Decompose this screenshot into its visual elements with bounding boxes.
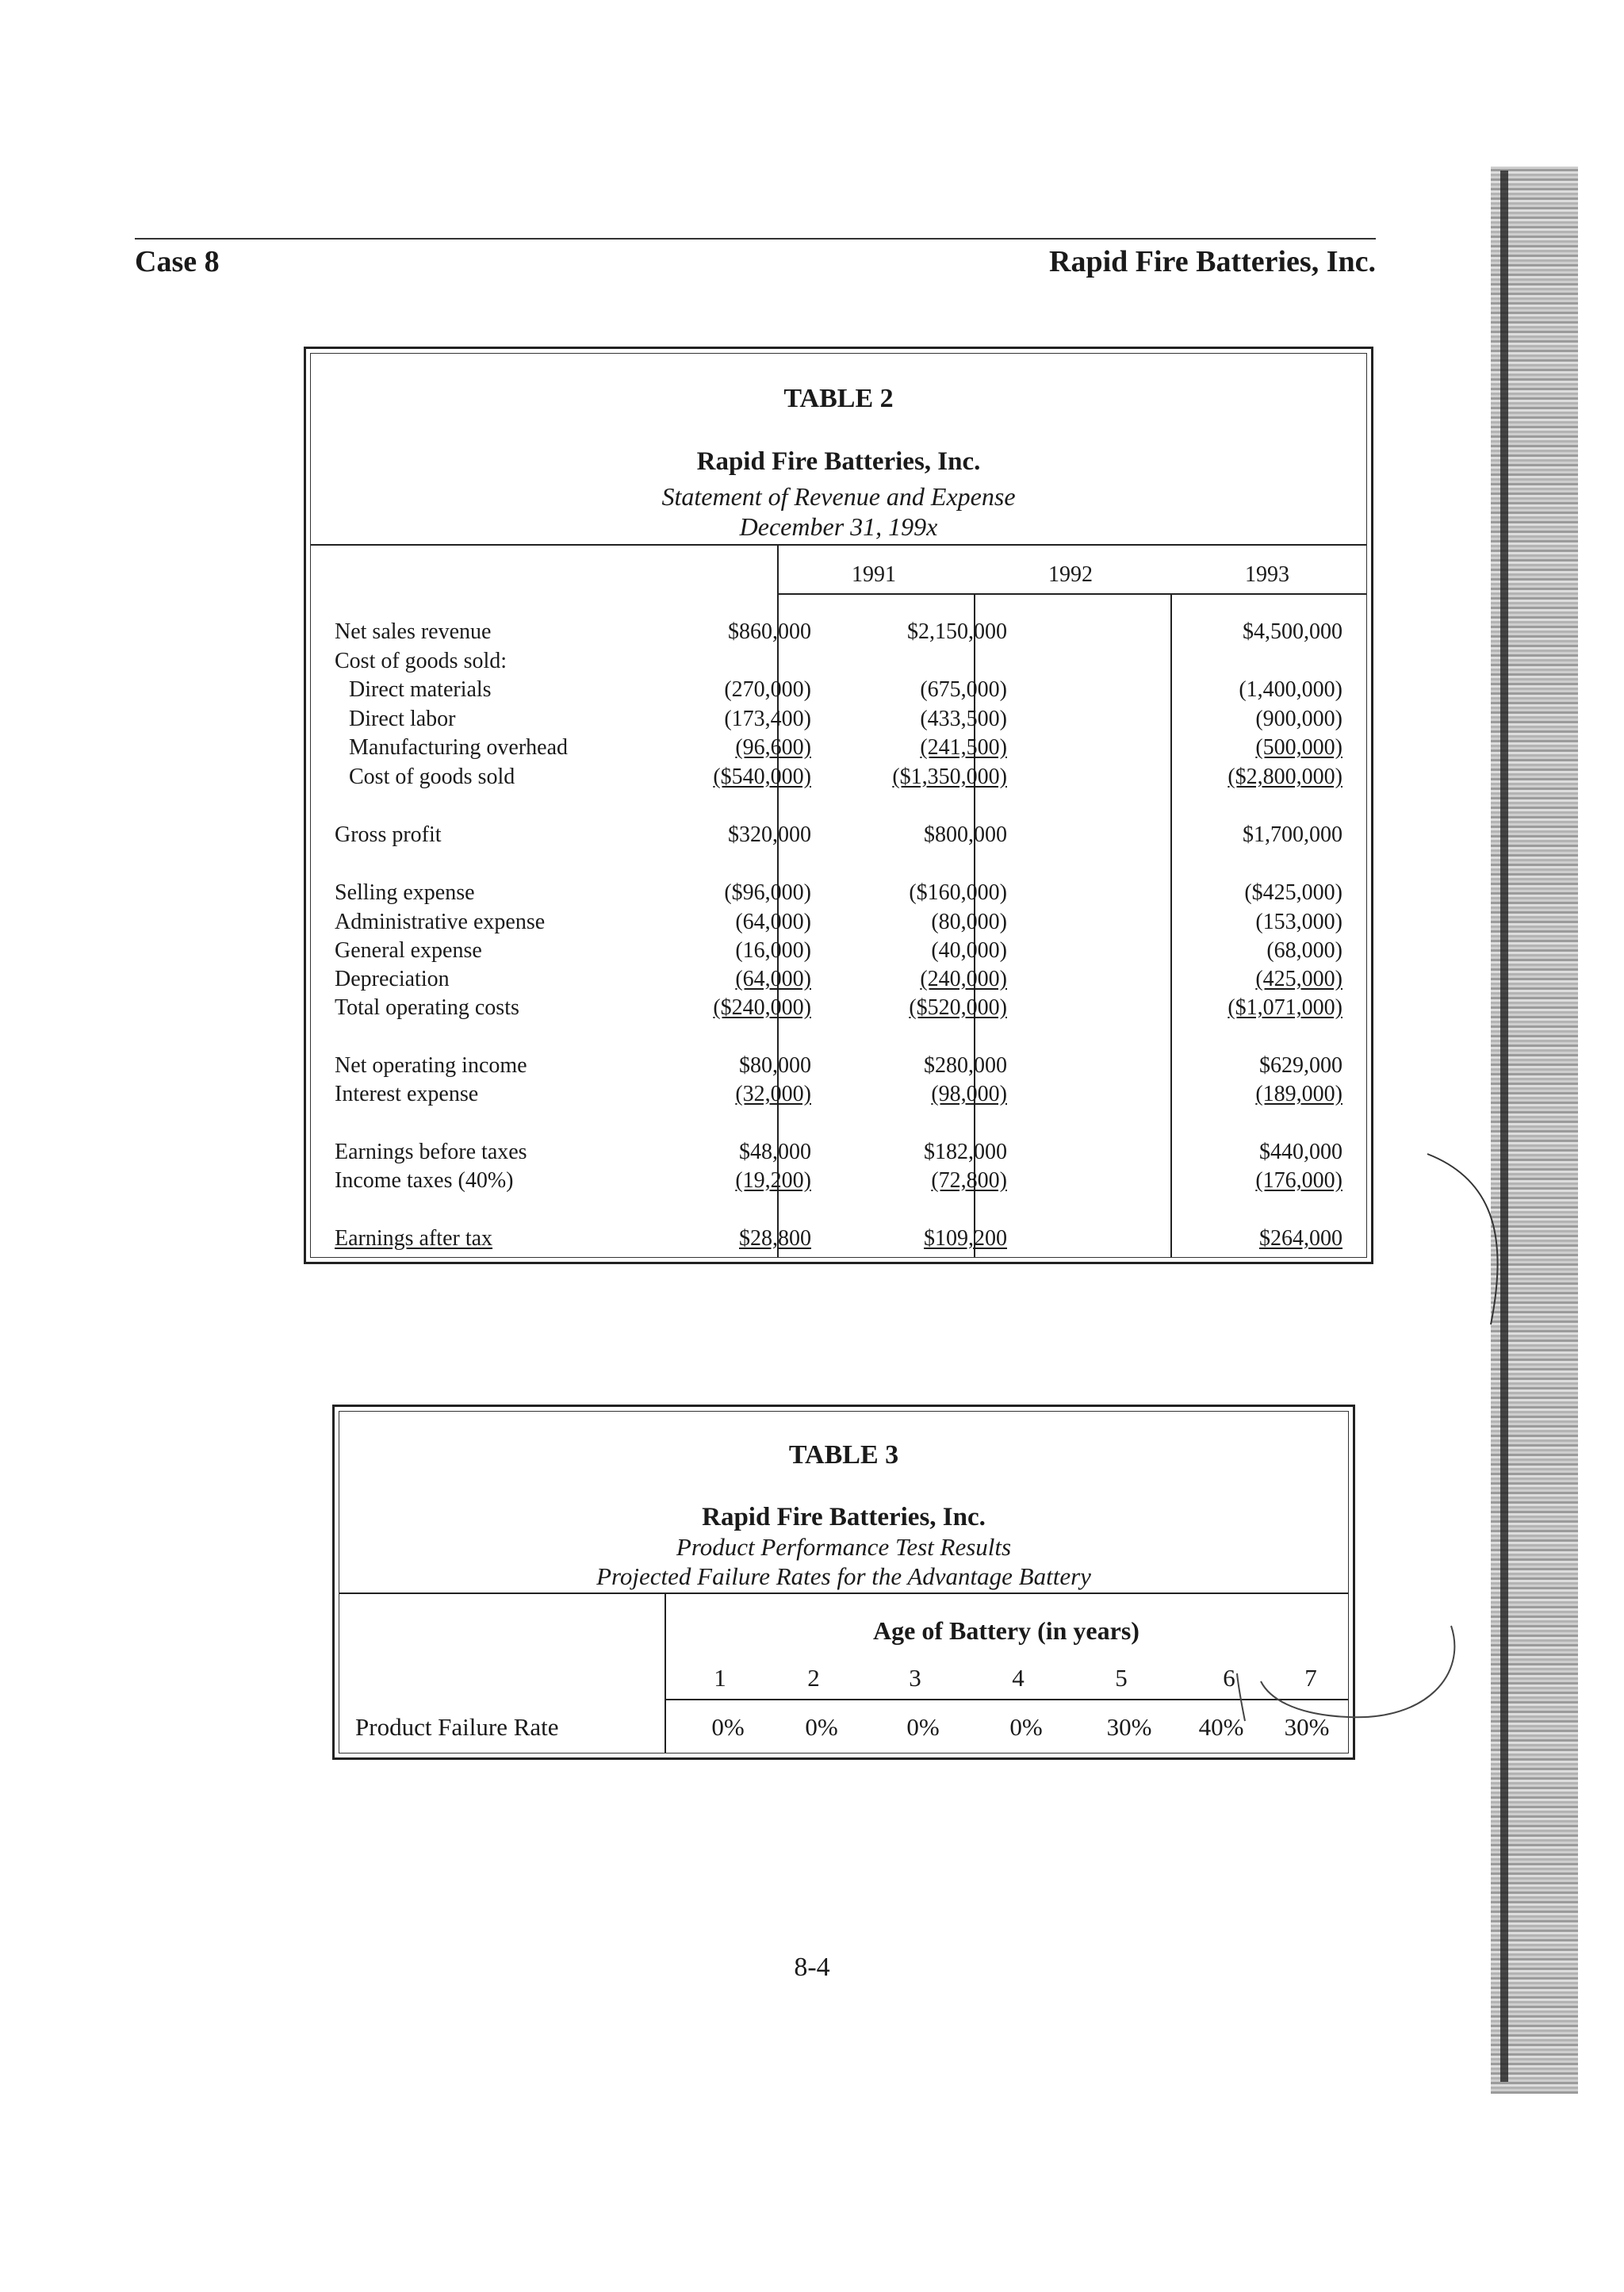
cell-1992: (40,000) [931, 938, 1007, 963]
table-2-inner-frame [310, 353, 1367, 1258]
row-label: Direct labor [349, 707, 456, 731]
table-2 [304, 347, 1373, 1264]
table-2-title: TABLE 2 [783, 384, 894, 413]
cell-1992: (433,500) [920, 707, 1007, 731]
cell-1993: (176,000) [1255, 1168, 1342, 1193]
cell-1993: $440,000 [1259, 1140, 1342, 1164]
cell-1992: $109,200 [924, 1226, 1007, 1251]
cell-1991: $80,000 [739, 1053, 811, 1078]
cell-1991: (19,200) [735, 1168, 811, 1193]
pen-mark [1189, 1150, 1522, 1848]
cell-1992: $2,150,000 [907, 619, 1007, 644]
cell-1991: ($240,000) [713, 995, 811, 1020]
row-label: Cost of goods sold: [335, 649, 508, 673]
table-2-year-header: 1992 [1048, 562, 1093, 587]
row-label: Manufacturing overhead [349, 735, 568, 760]
table-3-row-label: Product Failure Rate [355, 1713, 559, 1741]
failure-rate-cell: 0% [805, 1713, 838, 1741]
cell-1992: ($160,000) [909, 880, 1007, 905]
cell-1993: (900,000) [1255, 707, 1342, 731]
table-2-year-header: 1991 [852, 562, 896, 587]
cell-1993: $4,500,000 [1243, 619, 1342, 644]
cell-1993: (500,000) [1255, 735, 1342, 760]
table-2-year-header: 1993 [1245, 562, 1289, 587]
cell-1993: (68,000) [1266, 938, 1342, 963]
cell-1991: (64,000) [735, 910, 811, 934]
cell-1991: (64,000) [735, 967, 811, 991]
cell-1992: ($520,000) [909, 995, 1007, 1020]
age-label: 1 [714, 1664, 726, 1692]
cell-1991: $860,000 [728, 619, 811, 644]
page-number: 8-4 [794, 1953, 830, 1982]
table-2-title-rule [311, 544, 1366, 546]
age-label: 4 [1012, 1664, 1025, 1692]
age-label: 7 [1304, 1664, 1317, 1692]
cell-1992: (241,500) [920, 735, 1007, 760]
table-3-subtitle: Projected Failure Rates for the Advantage Battery [596, 1562, 1091, 1590]
cell-1993: (189,000) [1255, 1082, 1342, 1106]
row-label: Earnings before taxes [335, 1140, 527, 1164]
age-label: 2 [807, 1664, 820, 1692]
cell-1992: $182,000 [924, 1140, 1007, 1164]
row-label: Income taxes (40%) [335, 1168, 514, 1193]
table-3-column-header: Age of Battery (in years) [873, 1616, 1139, 1645]
header-case-label: Case 8 [135, 245, 220, 278]
cell-1991: (96,600) [735, 735, 811, 760]
table-2-year-rule [777, 593, 1366, 595]
table-2-company: Rapid Fire Batteries, Inc. [696, 447, 981, 476]
row-label: Depreciation [335, 967, 450, 991]
failure-rate-cell: 40% [1198, 1713, 1244, 1741]
cell-1991: (16,000) [735, 938, 811, 963]
cell-1991: (270,000) [724, 677, 811, 702]
cell-1993: ($425,000) [1244, 880, 1342, 905]
row-label: General expense [335, 938, 482, 963]
header-rule [135, 238, 1376, 240]
cell-1992: (675,000) [920, 677, 1007, 702]
table-2-col-divider [1170, 593, 1172, 1257]
age-label: 5 [1115, 1664, 1128, 1692]
cell-1991: (32,000) [735, 1082, 811, 1106]
cell-1993: ($2,800,000) [1228, 765, 1342, 789]
row-label: Administrative expense [335, 910, 546, 934]
table-2-date: December 31, 199x [739, 512, 938, 541]
cell-1993: (153,000) [1255, 910, 1342, 934]
table-3-company: Rapid Fire Batteries, Inc. [702, 1503, 986, 1531]
failure-rate-cell: 30% [1284, 1713, 1330, 1741]
failure-rate-cell: 30% [1106, 1713, 1152, 1741]
cell-1991: ($96,000) [724, 880, 811, 905]
cell-1992: (98,000) [931, 1082, 1007, 1106]
row-label: Interest expense [335, 1082, 479, 1106]
cell-1992: ($1,350,000) [892, 765, 1007, 789]
row-label: Net sales revenue [335, 619, 492, 644]
cell-1993: (1,400,000) [1239, 677, 1342, 702]
table-3-subtitle: Product Performance Test Results [676, 1533, 1012, 1561]
cell-1991: $320,000 [728, 822, 811, 847]
row-label: Earnings after tax [335, 1226, 493, 1251]
failure-rate-cell: 0% [711, 1713, 745, 1741]
failure-rate-cell: 0% [1009, 1713, 1043, 1741]
row-label: Selling expense [335, 880, 475, 905]
cell-1991: (173,400) [724, 707, 811, 731]
cell-1992: (80,000) [931, 910, 1007, 934]
age-label: 3 [909, 1664, 921, 1692]
cell-1993: $629,000 [1259, 1053, 1342, 1078]
cell-1992: $280,000 [924, 1053, 1007, 1078]
cell-1993: $264,000 [1259, 1226, 1342, 1251]
header-company-name: Rapid Fire Batteries, Inc. [1049, 245, 1376, 278]
row-label: Total operating costs [335, 995, 519, 1020]
row-label: Net operating income [335, 1053, 527, 1078]
cell-1993: ($1,071,000) [1228, 995, 1342, 1020]
cell-1991: $48,000 [739, 1140, 811, 1164]
row-label: Cost of goods sold [349, 765, 515, 789]
cell-1992: (240,000) [920, 967, 1007, 991]
cell-1991: ($540,000) [713, 765, 811, 789]
table-2-statement: Statement of Revenue and Expense [661, 482, 1016, 511]
cell-1991: $28,800 [739, 1226, 811, 1251]
cell-1993: $1,700,000 [1243, 822, 1342, 847]
failure-rate-cell: 0% [906, 1713, 940, 1741]
cell-1992: $800,000 [924, 822, 1007, 847]
row-label: Direct materials [349, 677, 492, 702]
table-3-title: TABLE 3 [788, 1440, 899, 1470]
age-label: 6 [1223, 1664, 1235, 1692]
cell-1993: (425,000) [1255, 967, 1342, 991]
row-label: Gross profit [335, 822, 442, 847]
cell-1992: (72,800) [931, 1168, 1007, 1193]
